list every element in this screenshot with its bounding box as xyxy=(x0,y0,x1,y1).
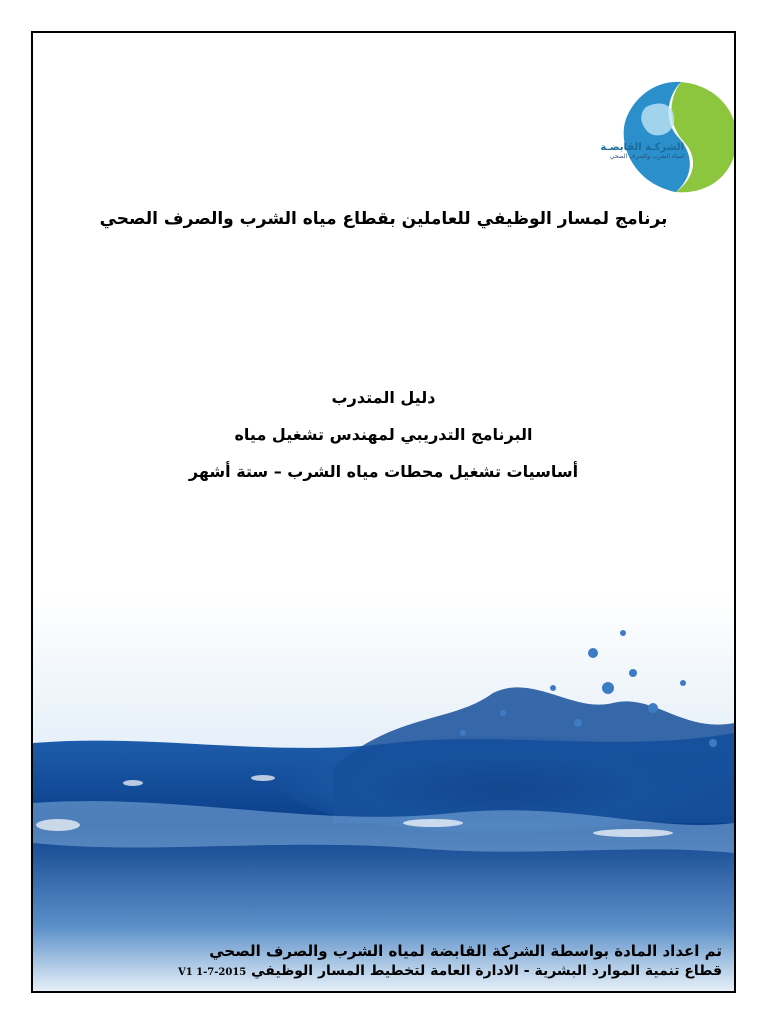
guide-title-block xyxy=(33,379,734,490)
footer-prepared-by: تم اعداد المادة بواسطة الشركة القابضة لمياه الشرب والصرف الصحي xyxy=(209,942,722,960)
version-label: V1 1-7-2015 xyxy=(177,967,247,978)
company-logo xyxy=(586,77,736,197)
logo-name-line2: لمياه الشرب والصرف الصحي xyxy=(609,152,684,160)
logo-name-line1: الشركـة القابضـة xyxy=(600,142,684,153)
water-splash-image xyxy=(33,593,734,991)
company-logo-text xyxy=(594,143,684,160)
footer-credits xyxy=(82,941,722,983)
guide-course-name: أساسيات تشغيل محطات مياه الشرب – ستة أشهر xyxy=(188,462,579,481)
cover-page xyxy=(31,31,736,993)
footer-sector-line xyxy=(82,961,722,983)
footer-sector-text: قطاع تنمية الموارد البشرية - الادارة العامة لتخطيط المسار الوظيفي xyxy=(251,963,722,979)
guide-title: دليل المتدرب xyxy=(331,388,436,407)
program-title: برنامج لمسار الوظيفي للعاملين بقطاع مياه الشرب والصرف الصحي xyxy=(99,209,668,229)
guide-program-name: البرنامج التدريبي لمهندس تشغيل مياه xyxy=(234,425,533,444)
